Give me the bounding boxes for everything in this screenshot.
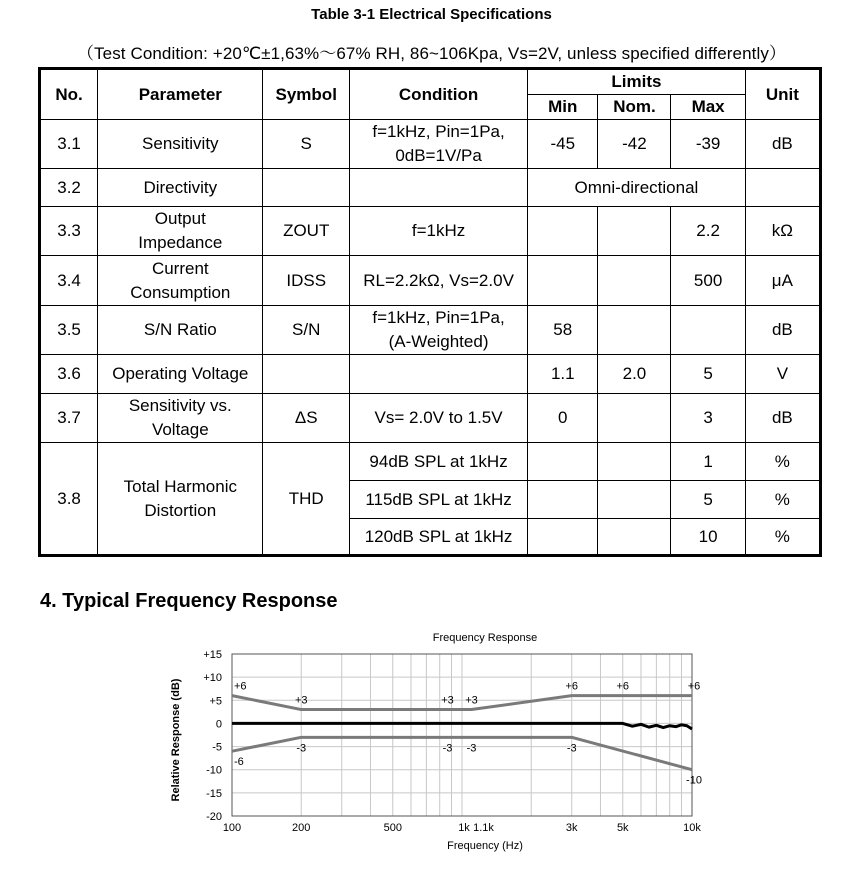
row-parameter — [98, 207, 263, 256]
row-max — [671, 306, 745, 355]
row-parameter: Sensitivity — [98, 120, 263, 169]
condition-line: 0dB=1V/Pa — [395, 146, 482, 165]
row-parameter — [98, 256, 263, 306]
annotation-label: +3 — [294, 694, 308, 707]
header-no: No. — [40, 69, 98, 120]
row-condition: 94dB SPL at 1kHz — [349, 443, 527, 481]
y-tick-label: -20 — [206, 811, 222, 823]
row-nom: -42 — [598, 120, 671, 169]
electrical-spec-table — [38, 67, 822, 557]
parameter-line: Impedance — [138, 233, 223, 252]
table-header-row — [40, 69, 821, 95]
annotation-label: +3 — [441, 694, 454, 707]
row-no: 3.3 — [40, 207, 98, 256]
table-row — [40, 394, 821, 443]
table-row — [40, 355, 821, 394]
row-min: 58 — [528, 306, 598, 355]
row-symbol: S/N — [263, 306, 350, 355]
row-unit: % — [745, 443, 820, 481]
row-max: 1 — [671, 443, 745, 481]
chart-title: Frequency Response — [432, 632, 538, 644]
condition-line: (A-Weighted) — [388, 332, 489, 351]
row-nom — [598, 481, 671, 519]
row-parameter: Directivity — [98, 169, 263, 207]
test-condition: （Test Condition: +20℃±1,63%～67% RH, 86~106Kpa, Vs=2V, unless specified differently） — [76, 44, 787, 63]
row-symbol — [263, 355, 350, 394]
chart-ylabel: Relative Response (dB) — [170, 678, 182, 802]
x-tick-label: 200 — [292, 822, 311, 834]
y-tick-label: +5 — [209, 695, 222, 708]
header-unit: Unit — [745, 69, 820, 120]
row-max: 500 — [671, 256, 745, 306]
row-condition: Vs= 2.0V to 1.5V — [349, 394, 527, 443]
row-no: 3.4 — [40, 256, 98, 306]
parameter-line: Distortion — [144, 500, 217, 520]
row-unit: V — [745, 355, 820, 394]
x-tick-label: 5k — [616, 822, 629, 834]
row-condition — [349, 169, 527, 207]
row-min: 0 — [528, 394, 598, 443]
annotation-label: +6 — [565, 680, 579, 693]
row-symbol: S — [263, 120, 350, 169]
row-symbol: ΔS — [263, 394, 350, 443]
row-unit: dB — [745, 394, 820, 443]
annotation-label: +6 — [616, 680, 630, 693]
parameter-line: Sensitivity vs. — [128, 396, 232, 415]
row-nom — [598, 394, 671, 443]
section-heading: 4. Typical Frequency Response — [40, 590, 338, 612]
parameter-line: Consumption — [130, 282, 231, 302]
parameter-line: Total Harmonic — [123, 476, 237, 496]
row-unit: % — [745, 519, 820, 556]
row-nom: 2.0 — [598, 355, 671, 394]
table-row — [40, 443, 821, 481]
row-condition: 120dB SPL at 1kHz — [349, 519, 527, 556]
parameter-line: Output — [154, 209, 206, 228]
frequency-response-chart — [160, 625, 720, 857]
x-tick-label: 100 — [222, 822, 242, 834]
header-parameter: Parameter — [98, 69, 263, 120]
table-row — [40, 207, 821, 256]
table-row — [40, 256, 821, 306]
table-title: Table 3-1 Electrical Specifications — [311, 6, 552, 23]
row-condition — [349, 306, 527, 355]
row-limits-span: Omni-directional — [528, 169, 746, 207]
chart-grid — [232, 654, 692, 816]
x-tick-label: 1.1k — [473, 822, 494, 834]
row-max: 10 — [671, 519, 745, 556]
header-limits: Limits — [528, 69, 746, 95]
row-min — [528, 256, 598, 306]
row-no: 3.5 — [40, 306, 98, 355]
row-unit: dB — [745, 120, 820, 169]
chart-xlabel: Frequency (Hz) — [447, 840, 523, 852]
row-symbol — [263, 169, 350, 207]
annotation-label: -3 — [296, 742, 307, 755]
row-no: 3.1 — [40, 120, 98, 169]
row-no: 3.2 — [40, 169, 98, 207]
row-symbol: THD — [263, 443, 350, 556]
row-no: 3.8 — [40, 443, 98, 556]
row-parameter: S/N Ratio — [98, 306, 263, 355]
row-min — [528, 519, 598, 556]
y-tick-label: -10 — [206, 764, 222, 777]
row-nom — [598, 519, 671, 556]
header-max: Max — [671, 95, 745, 120]
row-max: 3 — [671, 394, 745, 443]
header-min: Min — [528, 95, 598, 120]
row-nom — [598, 207, 671, 256]
row-unit — [745, 169, 820, 207]
row-max: 2.2 — [671, 207, 745, 256]
row-symbol: ZOUT — [263, 207, 350, 256]
row-unit: dB — [745, 306, 820, 355]
y-tick-label: 0 — [215, 718, 222, 731]
row-nom — [598, 306, 671, 355]
annotation-label: -10 — [686, 774, 702, 787]
condition-line: f=1kHz, Pin=1Pa, — [372, 308, 505, 327]
header-nom: Nom. — [598, 95, 671, 120]
parameter-line: Voltage — [151, 420, 209, 439]
row-min: -45 — [528, 120, 598, 169]
annotation-label: +3 — [465, 694, 478, 707]
row-min: 1.1 — [528, 355, 598, 394]
row-symbol: IDSS — [263, 256, 350, 306]
condition-line: f=1kHz, Pin=1Pa, — [372, 122, 505, 141]
row-min — [528, 481, 598, 519]
row-parameter — [98, 443, 263, 556]
row-parameter: Operating Voltage — [98, 355, 263, 394]
row-condition — [349, 355, 527, 394]
row-no: 3.6 — [40, 355, 98, 394]
row-unit: kΩ — [745, 207, 820, 256]
row-condition: f=1kHz — [349, 207, 527, 256]
header-symbol: Symbol — [263, 69, 350, 120]
annotation-label: +6 — [687, 680, 701, 693]
annotation-label: -6 — [234, 756, 244, 769]
y-tick-label: +15 — [203, 649, 222, 661]
table-row — [40, 120, 821, 169]
table-row — [40, 169, 821, 207]
row-parameter — [98, 394, 263, 443]
row-max: -39 — [671, 120, 745, 169]
x-tick-label: 10k — [683, 822, 701, 834]
row-min — [528, 443, 598, 481]
row-nom — [598, 443, 671, 481]
annotation-label: -3 — [442, 742, 453, 755]
y-tick-label: -15 — [206, 787, 222, 800]
x-tick-label: 1k — [458, 822, 470, 834]
annotation-label: -3 — [466, 742, 477, 755]
row-unit: % — [745, 481, 820, 519]
row-condition — [349, 120, 527, 169]
header-condition: Condition — [349, 69, 527, 120]
row-no: 3.7 — [40, 394, 98, 443]
table-row — [40, 306, 821, 355]
row-condition: RL=2.2kΩ, Vs=2.0V — [349, 256, 527, 306]
x-tick-label: 500 — [383, 822, 402, 834]
row-nom — [598, 256, 671, 306]
y-tick-label: -5 — [212, 741, 222, 754]
row-min — [528, 207, 598, 256]
parameter-line: Current — [151, 258, 209, 278]
annotation-label: +6 — [234, 680, 247, 693]
row-max: 5 — [671, 355, 745, 394]
x-tick-label: 3k — [565, 822, 578, 834]
row-max: 5 — [671, 481, 745, 519]
annotation-label: -3 — [566, 742, 577, 755]
y-tick-label: +10 — [203, 672, 222, 685]
row-unit: μA — [745, 256, 820, 306]
row-condition: 115dB SPL at 1kHz — [349, 481, 527, 519]
